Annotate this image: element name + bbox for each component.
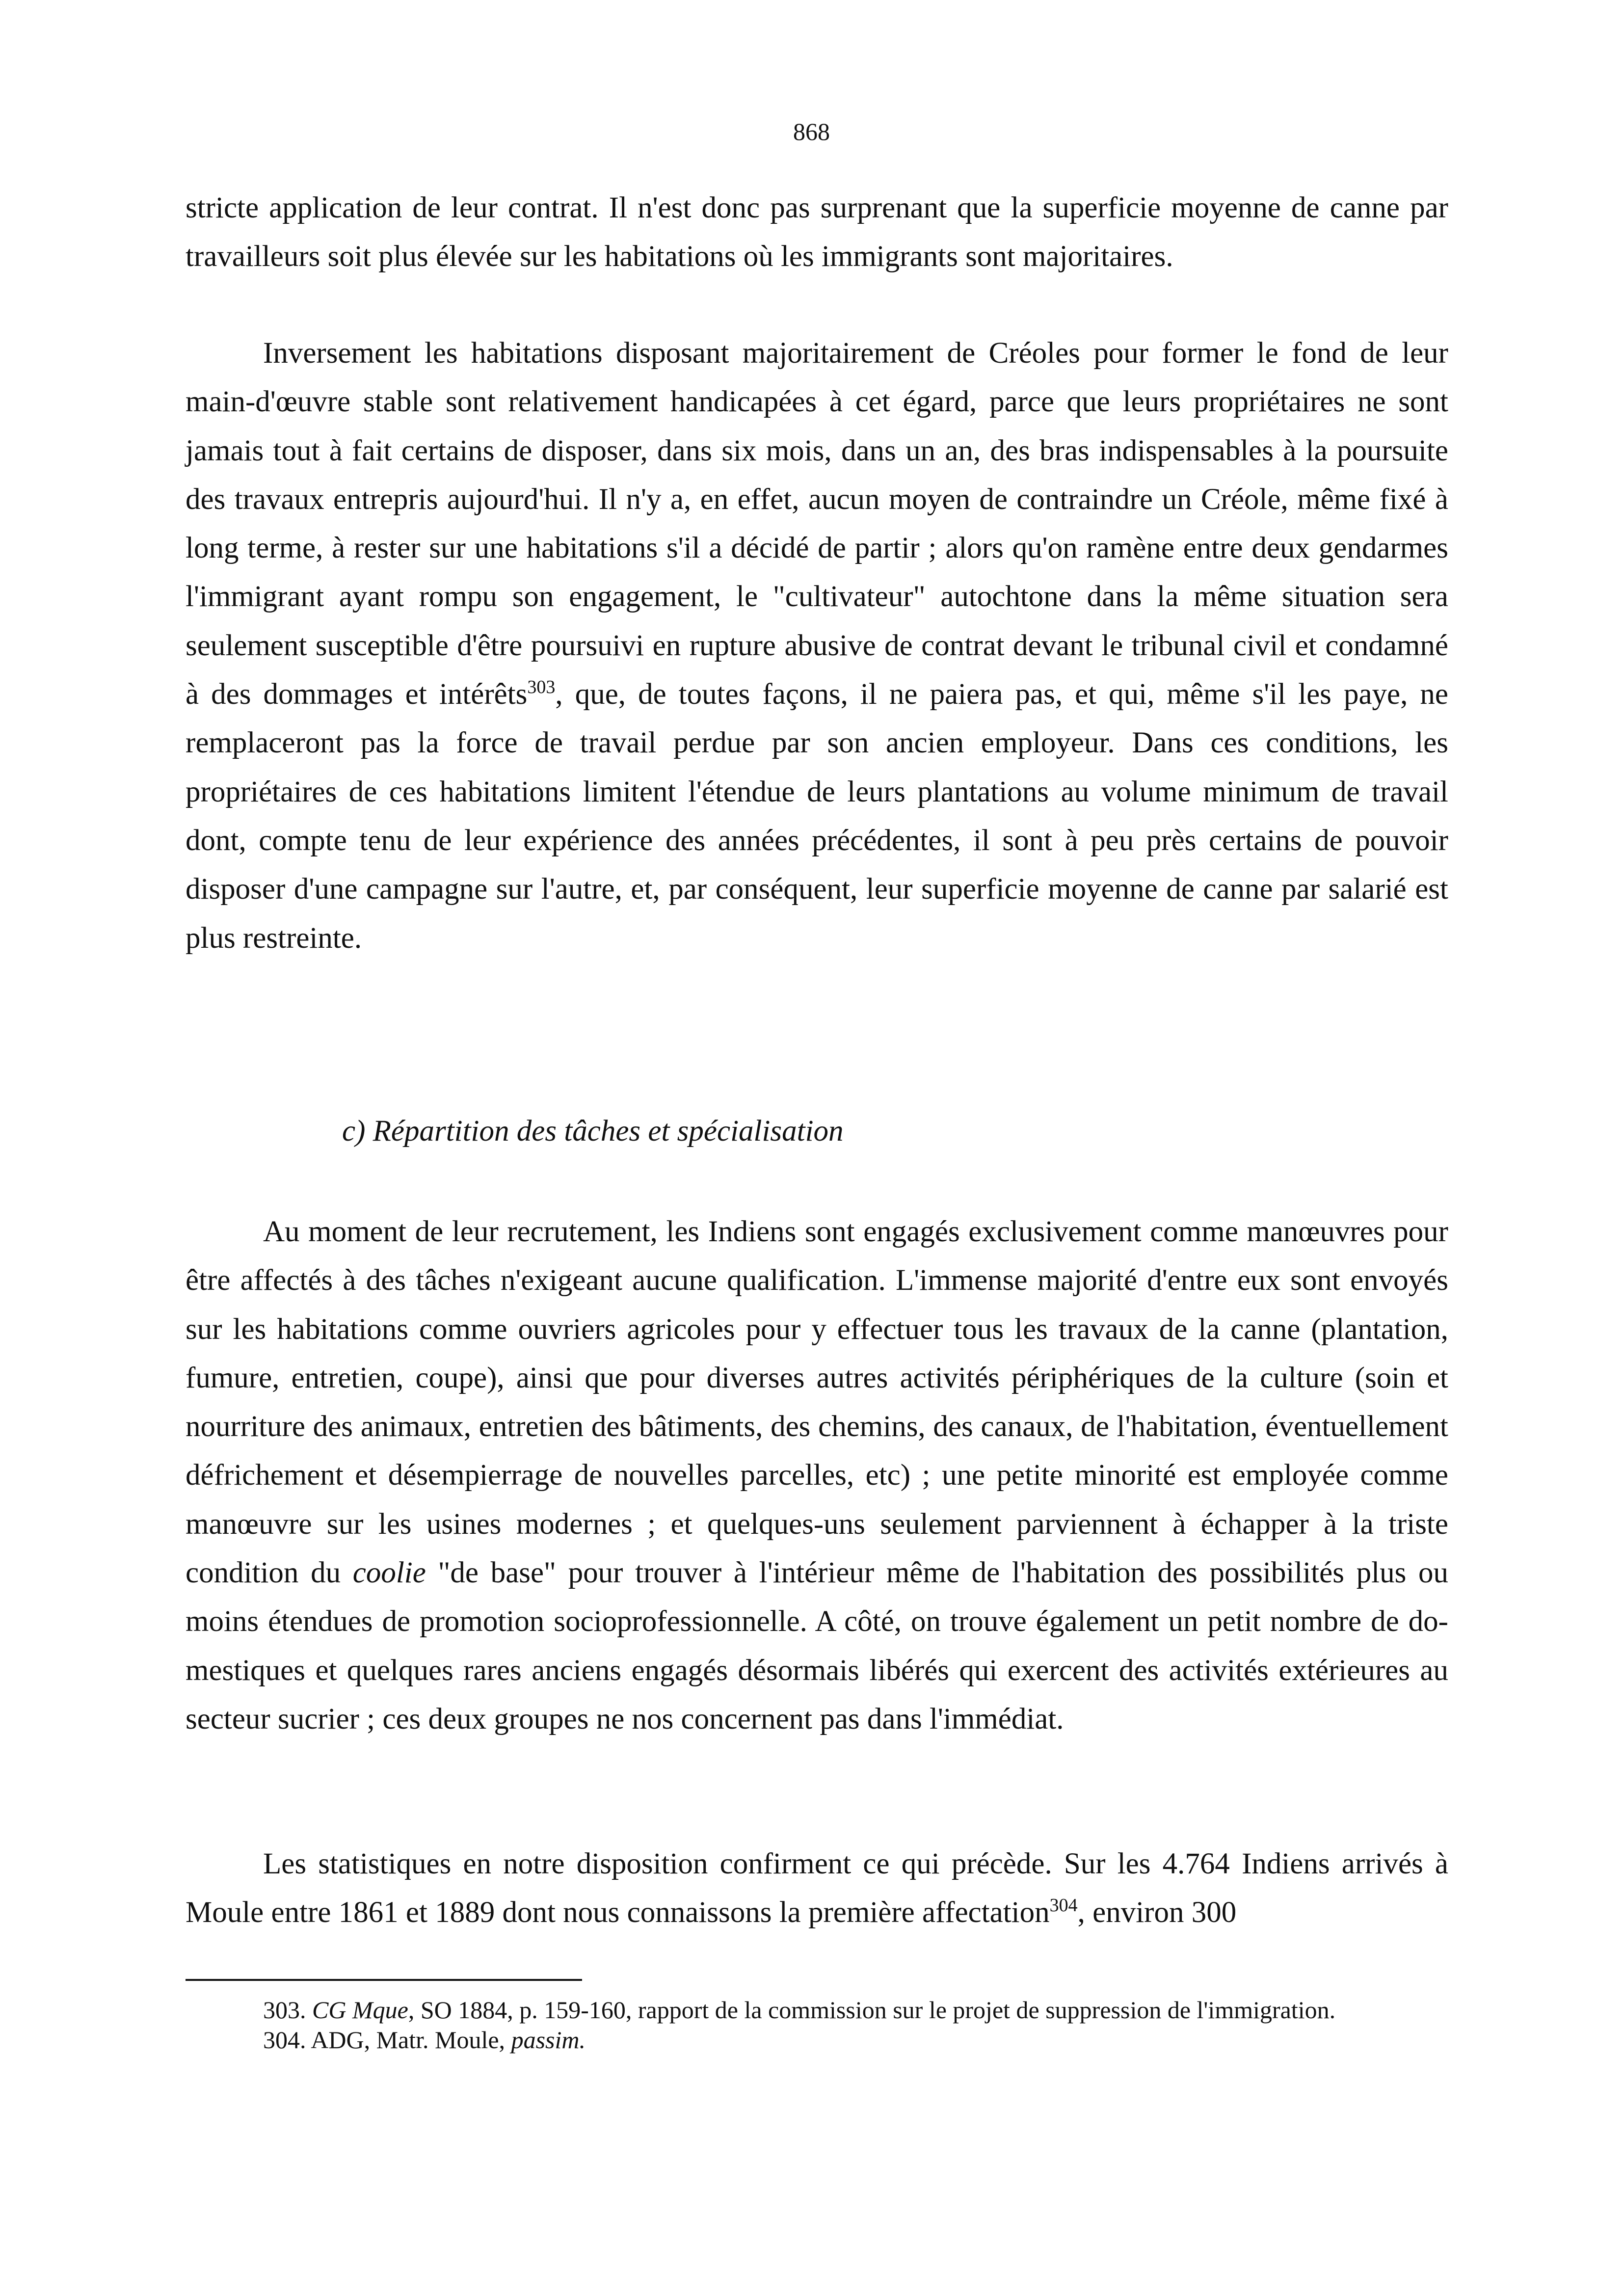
paragraph-3 — [186, 1207, 1448, 1743]
footnote-303-text: , SO 1884, p. 159-160, rapport de la commission sur le projet de suppression de l'immigration. — [408, 1996, 1336, 2024]
footnote-ref-303: 303 — [527, 677, 556, 698]
footnote-304-italic: passim. — [511, 2026, 585, 2054]
footnote-ref-304: 304 — [1049, 1895, 1078, 1916]
paragraph-3-text-a: Au moment de leur recrutement, les Indiens sont engagés exclusivement comme manœuvres pour être affectés à des tâches n'exigeant aucune qualification. L'immense majorité d'entre eux sont envoyés sur les habitations comme ouvriers agricoles pour y effectuer tous les travaux de la canne (plantation, fumure, entretien, coupe), ainsi que pour diverses autres activités périphériques de la culture (soin et nourriture des animaux, entretien des bâtiments, des chemins, des canaux, de l'habitation, éventuellement défrichement et désempierrage de nouvelles parcelles, etc) ; une petite minorité est employée comme manœuvre sur les usines modernes ; et quelques-uns seulement parviennent à échapper à la triste condition du — [186, 1215, 1448, 1590]
paragraph-4-text-a: Les statistiques en notre disposition confirment ce qui précède. Sur les 4.764 Indiens arrivés à Moule entre 1861 et 1889 dont nous connaissons la première affectation — [186, 1847, 1448, 1929]
paragraph-2-text-b: , que, de toutes façons, il ne paiera pas, et qui, même s'il les paye, ne remplaceront pas la force de travail perdue par son ancien employeur. Dans ces conditions, les propriétaires de ces habitations limitent l'étendue de leurs plantations au volume minimum de travail dont, compte tenu de leur expérience des années précédentes, il sont à peu près certains de pouvoir disposer d'une campagne sur l'autre, et, par conséquent, leur superficie moyenne de canne par salarié est plus restreinte. — [186, 678, 1448, 955]
footnote-divider — [186, 1979, 582, 1981]
paragraph-3-text-b: "de base" pour trouver à l'intérieur même de l'habitation des possibilités plus ou moins étendues de promotion socioprofessionnelle. A côté, on trouve également un petit nombre de domestiques et quelques rares anciens engagés désormais libérés qui exercent des activités extérieures au secteur sucrier ; ces deux groupes ne nos concernent pas dans l'immédiat. — [186, 1556, 1449, 1735]
section-heading: c) Répartition des tâches et spécialisation — [342, 1115, 844, 1148]
paragraph-4-text-b: , environ 300 — [1077, 1896, 1237, 1929]
paragraph-statistics — [186, 1840, 1448, 1937]
paragraph-creoles — [186, 329, 1448, 962]
paragraph-continuation — [186, 184, 1448, 281]
paragraph-4 — [186, 1840, 1448, 1937]
footnote-303-source: CG Mque — [312, 1996, 408, 2024]
footnote-303-number: 303. — [263, 1996, 306, 2024]
footnote-303 — [186, 1995, 1448, 2025]
paragraph-2 — [186, 329, 1448, 962]
paragraph-1: stricte application de leur contrat. Il n'est donc pas surprenant que la superficie moyenne de canne par travailleurs soit plus élevée sur les habitations où les immigrants sont majoritaires. — [186, 191, 1448, 273]
page-number: 868 — [793, 118, 830, 145]
footnote-304 — [186, 2025, 1448, 2055]
footnote-304-text: ADG, Matr. Moule, — [311, 2026, 511, 2054]
footnote-304-number: 304. — [263, 2026, 306, 2054]
paragraph-2-text-a: Inversement les habitations disposant majoritairement de Créoles pour former le fond de leur main-d'œuvre stable sont relativement handicapées à cet égard, parce que leurs propriétaires ne sont jamais tout à fait certains de disposer, dans six mois, dans un an, des bras indispensables à la poursuite des travaux entrepris aujourd'hui. Il n'y a, en effet, aucun moyen de contraindre un Créole, même fixé à long terme, à rester sur une habitations s'il a décidé de partir ; alors qu'on ramène entre deux gendarmes l'immigrant ayant rompu son engagement, le "cultivateur" autochtone dans la même situation sera seulement susceptible d'être poursuivi en rupture abusive de contrat devant le tribunal civil et condamné à des dommages et intérêts — [186, 337, 1448, 711]
italic-word-coolie: coolie — [352, 1556, 426, 1590]
footnotes — [186, 1995, 1448, 2055]
paragraph-recruitment — [186, 1207, 1448, 1743]
